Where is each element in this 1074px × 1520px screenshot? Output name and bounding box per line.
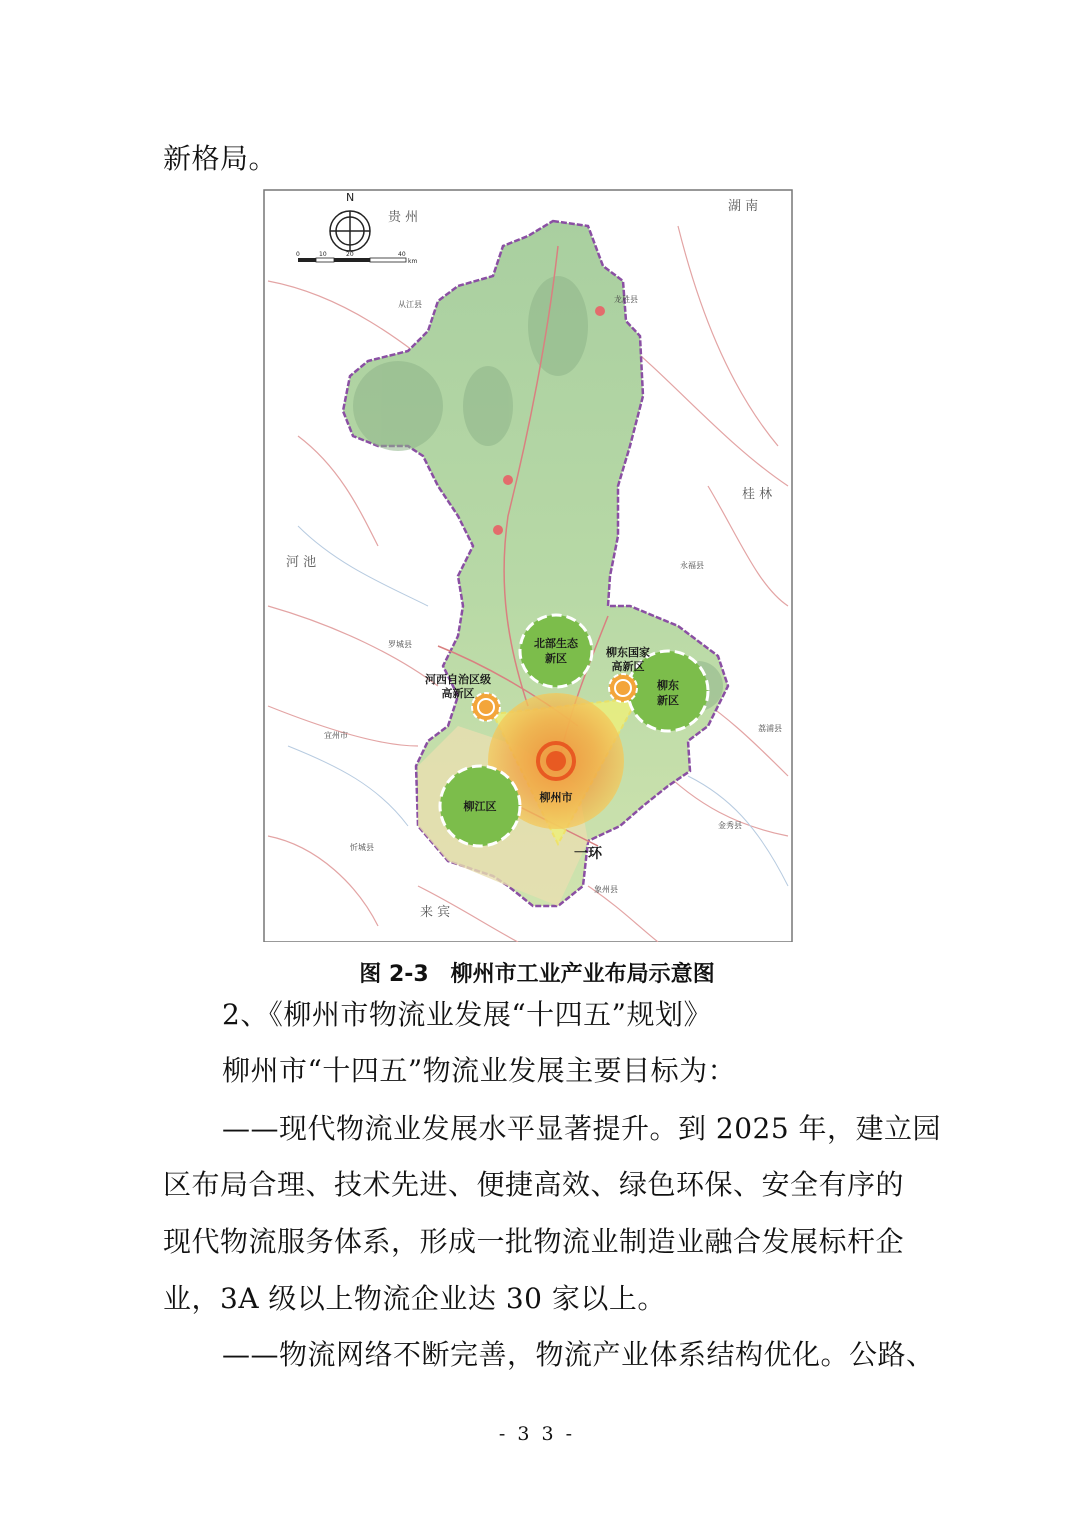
- body-text-line: ——物流网络不断完善，物流产业体系结构优化。公路、: [222, 1338, 935, 1371]
- county-congjiang: 从江县: [398, 300, 422, 309]
- industrial-layout-map: [258, 186, 818, 942]
- scale-tick-0: 0: [296, 251, 300, 258]
- zone-label-liudong-gx-1: 柳东国家: [606, 646, 650, 659]
- region-hechi: 河 池: [286, 555, 317, 570]
- region-laibin: 来 宾: [420, 905, 451, 920]
- zone-label-liudong-new-2: 新区: [657, 694, 679, 707]
- region-guizhou: 贵 州: [388, 210, 419, 225]
- zone-label-liuzhou: 柳州市: [539, 791, 573, 804]
- county-yongfu: 永福县: [680, 561, 704, 570]
- body-text-line: 新格局。: [163, 142, 278, 175]
- region-guilin: 桂 林: [742, 487, 773, 502]
- zone-label-beibu-1: 北部生态: [534, 637, 578, 650]
- body-text-line: ——现代物流业发展水平显著提升。到 2025 年，建立园: [222, 1112, 942, 1145]
- page-number: - 3 3 -: [498, 1423, 576, 1445]
- body-text-line: 区布局合理、技术先进、便捷高效、绿色环保、安全有序的: [163, 1168, 905, 1201]
- figure-caption: 图 2-3 柳州市工业产业布局示意图: [359, 962, 715, 987]
- compass: [330, 211, 370, 251]
- zone-label-hexi-1: 河西自治区级: [425, 673, 491, 686]
- scale-tick-20: 20: [346, 251, 354, 258]
- zone-label-liujiang: 柳江区: [463, 800, 497, 813]
- zone-label-liudong-new-1: 柳东: [657, 679, 679, 692]
- county-yizhou: 宜州市: [324, 731, 348, 740]
- county-luocheng: 罗城县: [388, 640, 412, 649]
- zone-label-beibu-2: 新区: [545, 652, 567, 665]
- ring-label: 一环: [574, 846, 602, 862]
- county-xiangzhou: 象州县: [594, 885, 618, 894]
- body-text-line: 现代物流服务体系，形成一批物流业制造业融合发展标杆企: [163, 1225, 905, 1258]
- county-jinxiu: 金秀县: [718, 821, 742, 830]
- scale-tick-40: 40: [398, 251, 406, 258]
- zone-label-liudong-gx-2: 高新区: [611, 660, 645, 673]
- county-xincheng: 忻城县: [350, 843, 374, 852]
- scale-bar: [298, 258, 406, 262]
- section-heading: 2、《柳州市物流业发展“十四五”规划》: [222, 998, 712, 1031]
- county-longsheng: 龙胜县: [614, 295, 638, 304]
- region-hunan: 湖 南: [728, 199, 759, 214]
- zone-beibu: [520, 615, 592, 687]
- body-text-line: 业，3A 级以上物流企业达 30 家以上。: [163, 1282, 666, 1315]
- compass-n: N: [346, 191, 355, 204]
- scale-unit: km: [408, 258, 418, 265]
- county-lipu: 荔浦县: [758, 724, 782, 733]
- scale-tick-10: 10: [319, 251, 327, 258]
- zone-label-hexi-2: 高新区: [441, 687, 475, 700]
- body-text-line: 柳州市“十四五”物流业发展主要目标为：: [222, 1054, 737, 1087]
